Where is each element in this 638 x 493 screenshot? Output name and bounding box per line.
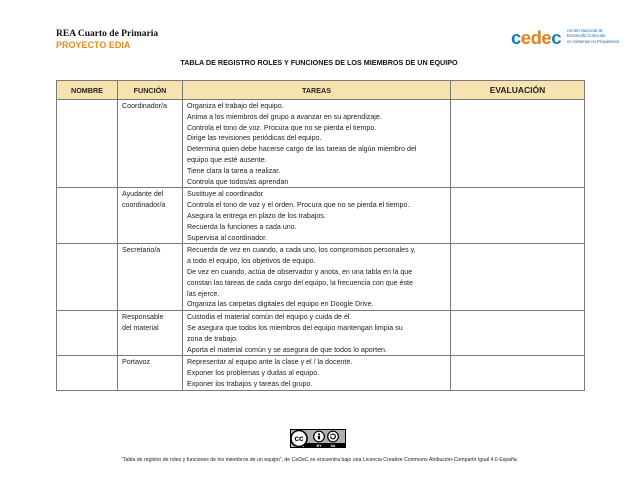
tarea-line: a todo el equipo, los objetivos de equipo. [187, 257, 316, 266]
tarea-line: Representar al equipo ante la clase y el / la docente. [187, 358, 353, 367]
tarea-line: Custodia el material común del equipo y cuida de él. [187, 313, 352, 322]
table-body [57, 100, 585, 391]
column-header-funcion: FUNCIÓN [118, 81, 183, 100]
tarea-line: Asegura la entrega en plazo de los trabajos. [187, 211, 326, 220]
table-row [57, 100, 585, 188]
tarea-line: De vez en cuando, actúa de observador y anota, en una tabla en la que [187, 267, 413, 276]
cell-tareas [183, 100, 451, 188]
tarea-line: Exponer los problemas y dudas al equipo. [187, 369, 320, 378]
tarea-line: Sustituye al coordinador [187, 190, 264, 199]
cell-evaluacion [451, 356, 585, 390]
cell-nombre [57, 244, 118, 311]
tarea-line: Se asegura que todos los miembros del equipo mantengan limpia su [187, 323, 403, 332]
tarea-line: equipo que esté ausente. [187, 155, 267, 164]
cell-funcion [118, 188, 183, 244]
cell-nombre [57, 100, 118, 188]
tarea-line: constan las tareas de cada cargo del equipo, la frecuencia con que éste [187, 278, 413, 287]
cell-tareas [183, 356, 451, 390]
funcion-line: Secretario/a [122, 246, 161, 255]
cedec-logo-subtitle: Centro Nacional de Desarrollo Curricular en Sistemas no Propietarios [567, 28, 620, 44]
table-row [57, 356, 585, 390]
cell-nombre [57, 188, 118, 244]
cedec-logo [511, 27, 620, 51]
cell-funcion [118, 244, 183, 311]
cedec-logo-wordmark: cedec [511, 27, 561, 48]
header-left [56, 29, 158, 51]
cell-tareas [183, 311, 451, 356]
tarea-line: Exponer los trabajos y tareas del grupo. [187, 379, 313, 388]
column-header-evaluacion: EVALUACIÓN [451, 81, 585, 100]
tarea-line: Aporta el material común y se asegura de que todos lo aporten. [187, 345, 387, 354]
funcion-line: Coordinador/a [122, 102, 167, 110]
cc-glyph: cc [294, 434, 304, 444]
tarea-line: las ejerce. [187, 289, 220, 298]
funcion-line: Portavoz [122, 358, 150, 367]
tarea-line: Tiene clara la tarea a realizar. [187, 166, 281, 175]
cell-funcion [118, 311, 183, 356]
tarea-line: Anima a los miembros del grupo a avanzar en su aprendizaje. [187, 112, 382, 121]
cell-tareas [183, 244, 451, 311]
column-header-tareas: TAREAS [183, 81, 451, 100]
tarea-line: Controla el tono de voz. Procura que no se pierda el tiempo. [187, 123, 377, 132]
table-row [57, 244, 585, 311]
tarea-line: Organiza el trabajo del equipo. [187, 102, 284, 110]
table-header-row [57, 81, 585, 100]
funcion-line: Responsable [122, 313, 164, 322]
cell-nombre [57, 356, 118, 390]
cell-funcion [118, 356, 183, 390]
column-header-nombre: NOMBRE [57, 81, 118, 100]
cell-funcion [118, 100, 183, 188]
cc-by-sa-license-icon [290, 429, 346, 448]
roles-table [56, 80, 585, 391]
license-footer: “Tabla de registro de roles y funciones de los miembros de un equipo”, de CeDeC se encuentra bajo una Licencia Creative Commons Atribución-Compartir Igual 4.0 España [121, 457, 517, 463]
table-row [57, 311, 585, 356]
funcion-line: coordinador/a [122, 201, 166, 210]
funcion-line: del material [122, 323, 159, 332]
tarea-line: Recuerda de vez en cuando, a cada uno, los compromisos personales y, [187, 246, 416, 255]
tarea-line: Controla el tono de voz y el orden. Procura que no se pierda el tiempo. [187, 201, 410, 210]
project-label: PROYECTO EDIA [56, 40, 131, 50]
cell-tareas [183, 188, 451, 244]
tarea-line: Supervisa al coordinador. [187, 233, 268, 242]
tarea-line: Controla que todos/as aprendan [187, 177, 289, 186]
tarea-line: Recuerda la funciones a cada uno. [187, 222, 297, 231]
sa-label: SA [330, 443, 336, 448]
funcion-line: Ayudante del [122, 190, 164, 199]
by-label: BY [316, 443, 322, 448]
document-title: TABLA DE REGISTRO ROLES Y FUNCIONES DE LOS MIEMBROS DE UN EQUIPO [180, 58, 458, 67]
tarea-line: Organiza las carpetas digitales del equipo en Doogle Drive. [187, 300, 374, 309]
table-row [57, 188, 585, 244]
rea-label: REA Cuarto de Primaria [56, 29, 159, 39]
cell-evaluacion [451, 188, 585, 244]
tarea-line: zona de trabajo. [187, 334, 238, 343]
cell-evaluacion [451, 311, 585, 356]
tarea-line: Determina quien debe hacerse cargo de las tareas de algún miembro del [187, 145, 417, 154]
cell-nombre [57, 311, 118, 356]
cell-evaluacion [451, 244, 585, 311]
cell-evaluacion [451, 100, 585, 188]
tarea-line: Dirige las revisiones periódicas del equipo. [187, 134, 322, 143]
